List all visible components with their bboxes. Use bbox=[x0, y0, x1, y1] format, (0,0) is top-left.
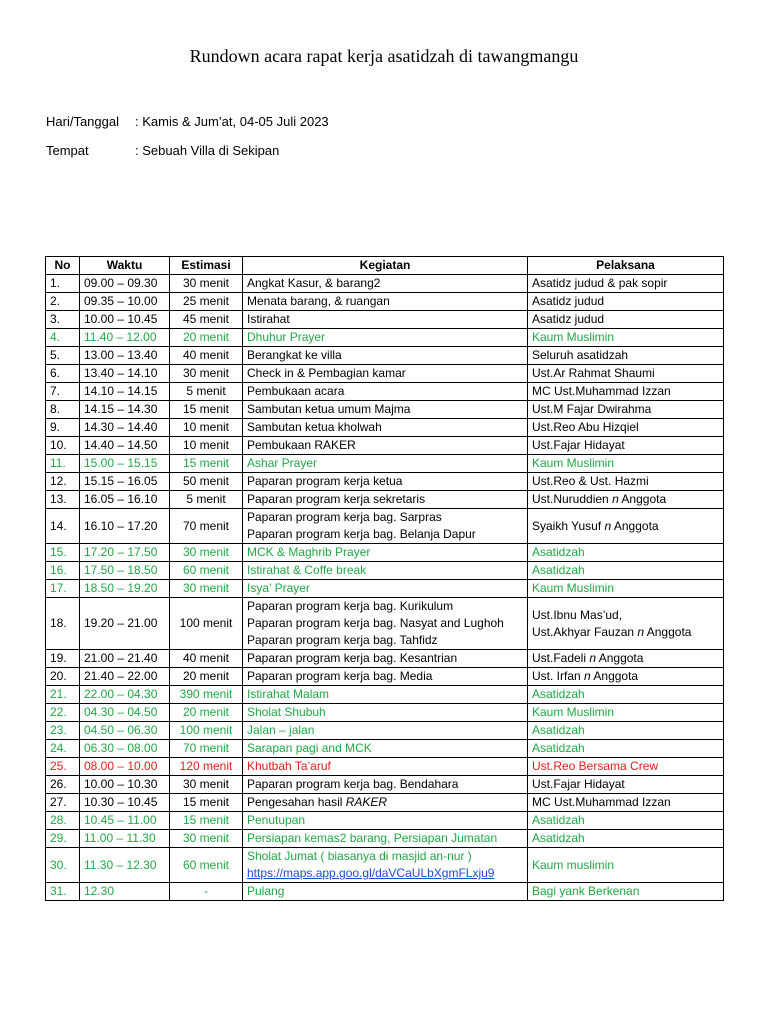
cell-no: 13. bbox=[46, 491, 80, 509]
table-row bbox=[46, 598, 724, 650]
cell-kegiatan-line: Menata barang, & ruangan bbox=[247, 294, 390, 308]
cell-pelaksana bbox=[528, 329, 724, 347]
cell-waktu: 10.45 – 11.00 bbox=[80, 812, 170, 830]
place-label: Tempat bbox=[46, 143, 89, 158]
cell-kegiatan-line: Istirahat Malam bbox=[247, 687, 330, 701]
cell-pelaksana-line: Asatidzah bbox=[532, 723, 585, 737]
cell-waktu: 09.00 – 09.30 bbox=[80, 275, 170, 293]
cell-no: 30. bbox=[46, 848, 80, 883]
cell-pelaksana-line: Ust.Akhyar Fauzan n Anggota bbox=[532, 624, 692, 639]
cell-pelaksana bbox=[528, 473, 724, 491]
cell-waktu: 13.00 – 13.40 bbox=[80, 347, 170, 365]
maps-link[interactable]: https://maps.app.goo.gl/daVCaULbXgmFLxju9 bbox=[247, 866, 495, 880]
cell-kegiatan bbox=[243, 812, 528, 830]
cell-pelaksana-line: Asatidzah bbox=[532, 831, 585, 845]
cell-kegiatan bbox=[243, 544, 528, 562]
cell-pelaksana-line: Asatidzah bbox=[532, 563, 585, 577]
cell-estimasi: 20 menit bbox=[170, 329, 243, 347]
cell-pelaksana bbox=[528, 650, 724, 668]
cell-estimasi: 10 menit bbox=[170, 437, 243, 455]
table-row bbox=[46, 473, 724, 491]
cell-pelaksana bbox=[528, 794, 724, 812]
cell-kegiatan-line: Sambutan ketua umum Majma bbox=[247, 402, 411, 416]
cell-no: 18. bbox=[46, 598, 80, 650]
cell-pelaksana-line: Kaum Muslimin bbox=[532, 705, 615, 719]
cell-kegiatan-line: Paparan program kerja bag. Bendahara bbox=[247, 777, 459, 791]
cell-kegiatan bbox=[243, 437, 528, 455]
cell-pelaksana-line: Ust.Ar Rahmat Shaumi bbox=[532, 366, 655, 380]
cell-pelaksana bbox=[528, 722, 724, 740]
cell-kegiatan bbox=[243, 455, 528, 473]
cell-estimasi: 30 menit bbox=[170, 275, 243, 293]
cell-pelaksana-line: Asatidzah bbox=[532, 813, 585, 827]
cell-kegiatan bbox=[243, 419, 528, 437]
cell-pelaksana-line: Ust.Fadeli n Anggota bbox=[532, 651, 644, 665]
table-row bbox=[46, 419, 724, 437]
cell-pelaksana-line: Ust.M Fajar Dwirahma bbox=[532, 402, 652, 416]
table-row bbox=[46, 883, 724, 901]
cell-pelaksana-line: Asatidzah bbox=[532, 741, 585, 755]
place-row bbox=[46, 143, 279, 158]
cell-pelaksana bbox=[528, 598, 724, 650]
cell-waktu: 15.15 – 16.05 bbox=[80, 473, 170, 491]
cell-pelaksana bbox=[528, 812, 724, 830]
cell-no: 11. bbox=[46, 455, 80, 473]
cell-pelaksana bbox=[528, 419, 724, 437]
cell-no: 23. bbox=[46, 722, 80, 740]
cell-pelaksana-line: Ust.Ibnu Mas’ud, bbox=[532, 607, 623, 622]
table-row bbox=[46, 650, 724, 668]
table-row bbox=[46, 311, 724, 329]
cell-kegiatan bbox=[243, 562, 528, 580]
cell-no: 5. bbox=[46, 347, 80, 365]
cell-kegiatan bbox=[243, 740, 528, 758]
table-row bbox=[46, 758, 724, 776]
cell-waktu: 17.20 – 17.50 bbox=[80, 544, 170, 562]
cell-waktu: 15.00 – 15.15 bbox=[80, 455, 170, 473]
cell-no: 14. bbox=[46, 509, 80, 544]
cell-kegiatan bbox=[243, 491, 528, 509]
cell-kegiatan-line: Paparan program kerja bag. Kurikulum bbox=[247, 599, 454, 613]
cell-estimasi: 40 menit bbox=[170, 347, 243, 365]
cell-pelaksana-line: Kaum muslimin bbox=[532, 857, 615, 872]
cell-pelaksana bbox=[528, 830, 724, 848]
table-row bbox=[46, 401, 724, 419]
cell-pelaksana-line: Kaum Muslimin bbox=[532, 330, 615, 344]
cell-waktu: 16.10 – 17.20 bbox=[80, 509, 170, 544]
cell-kegiatan-line: Sarapan pagi and MCK bbox=[247, 741, 372, 755]
cell-waktu: 21.40 – 22.00 bbox=[80, 668, 170, 686]
cell-kegiatan bbox=[243, 275, 528, 293]
cell-no: 19. bbox=[46, 650, 80, 668]
cell-kegiatan bbox=[243, 686, 528, 704]
table-row bbox=[46, 740, 724, 758]
table-row bbox=[46, 722, 724, 740]
cell-kegiatan-line: Penutupan bbox=[247, 813, 306, 827]
cell-pelaksana-line: Ust.Reo Abu Hizqiel bbox=[532, 420, 639, 434]
cell-waktu: 10.00 – 10.30 bbox=[80, 776, 170, 794]
cell-estimasi: 15 menit bbox=[170, 794, 243, 812]
cell-kegiatan bbox=[243, 383, 528, 401]
cell-no: 8. bbox=[46, 401, 80, 419]
cell-waktu: 14.40 – 14.50 bbox=[80, 437, 170, 455]
table-header-row bbox=[46, 257, 724, 275]
cell-waktu: 10.30 – 10.45 bbox=[80, 794, 170, 812]
cell-pelaksana bbox=[528, 383, 724, 401]
header-no: No bbox=[46, 257, 80, 275]
cell-estimasi: 70 menit bbox=[170, 509, 243, 544]
cell-no: 25. bbox=[46, 758, 80, 776]
header-estimasi: Estimasi bbox=[170, 257, 243, 275]
cell-kegiatan-line: Check in & Pembagian kamar bbox=[247, 366, 406, 380]
document-title: Rundown acara rapat kerja asatidzah di tawangmangu bbox=[189, 46, 579, 66]
table-row bbox=[46, 668, 724, 686]
cell-no: 26. bbox=[46, 776, 80, 794]
cell-estimasi: 30 menit bbox=[170, 776, 243, 794]
cell-pelaksana bbox=[528, 437, 724, 455]
cell-waktu: 10.00 – 10.45 bbox=[80, 311, 170, 329]
cell-kegiatan-line: Pembukaan acara bbox=[247, 384, 345, 398]
cell-kegiatan-line: Paparan program kerja sekretaris bbox=[247, 492, 426, 506]
cell-kegiatan-line: Isya’ Prayer bbox=[247, 581, 310, 595]
cell-kegiatan bbox=[243, 365, 528, 383]
cell-waktu: 18.50 – 19.20 bbox=[80, 580, 170, 598]
cell-estimasi: 30 menit bbox=[170, 830, 243, 848]
cell-kegiatan-line: Istirahat & Coffe break bbox=[247, 563, 367, 577]
cell-pelaksana-line: Bagi yank Berkenan bbox=[532, 884, 640, 898]
cell-kegiatan-line: Sholat Jumat ( biasanya di masjid an-nur ) bbox=[247, 849, 472, 863]
cell-kegiatan bbox=[243, 650, 528, 668]
cell-pelaksana bbox=[528, 758, 724, 776]
cell-pelaksana-line: Asatidz judud bbox=[532, 312, 605, 326]
cell-pelaksana-line: Asatidz judud & pak sopir bbox=[532, 276, 668, 290]
cell-waktu: 09.35 – 10.00 bbox=[80, 293, 170, 311]
cell-pelaksana bbox=[528, 311, 724, 329]
cell-pelaksana-line: Seluruh asatidzah bbox=[532, 348, 629, 362]
cell-waktu: 11.30 – 12.30 bbox=[80, 848, 170, 883]
table-row bbox=[46, 329, 724, 347]
cell-kegiatan bbox=[243, 668, 528, 686]
cell-kegiatan bbox=[243, 329, 528, 347]
cell-kegiatan-line: Paparan program kerja bag. Nasyat and Lughoh bbox=[247, 616, 504, 630]
table-row bbox=[46, 491, 724, 509]
place-value: : Sebuah Villa di Sekipan bbox=[135, 143, 280, 158]
cell-estimasi: 10 menit bbox=[170, 419, 243, 437]
cell-kegiatan bbox=[243, 311, 528, 329]
cell-no: 16. bbox=[46, 562, 80, 580]
cell-waktu: 19.20 – 21.00 bbox=[80, 598, 170, 650]
rundown-table bbox=[45, 256, 724, 901]
cell-pelaksana bbox=[528, 686, 724, 704]
cell-kegiatan bbox=[243, 704, 528, 722]
cell-pelaksana-line: Ust. Irfan n Anggota bbox=[532, 669, 639, 683]
cell-no: 28. bbox=[46, 812, 80, 830]
cell-pelaksana bbox=[528, 704, 724, 722]
cell-pelaksana bbox=[528, 562, 724, 580]
cell-no: 1. bbox=[46, 275, 80, 293]
table-row bbox=[46, 848, 724, 883]
date-value: : Kamis & Jum’at, 04-05 Juli 2023 bbox=[135, 114, 329, 129]
cell-waktu: 14.15 – 14.30 bbox=[80, 401, 170, 419]
cell-estimasi: 50 menit bbox=[170, 473, 243, 491]
cell-pelaksana bbox=[528, 347, 724, 365]
cell-pelaksana-line: Syaikh Yusuf n Anggota bbox=[532, 518, 659, 533]
cell-estimasi: 25 menit bbox=[170, 293, 243, 311]
cell-kegiatan-line: Ashar Prayer bbox=[247, 456, 318, 470]
cell-pelaksana bbox=[528, 544, 724, 562]
table-row bbox=[46, 562, 724, 580]
cell-kegiatan-line: Dhuhur Prayer bbox=[247, 330, 326, 344]
cell-kegiatan-line: Angkat Kasur, & barang2 bbox=[247, 276, 381, 290]
cell-estimasi: 30 menit bbox=[170, 544, 243, 562]
cell-pelaksana-line: MC Ust.Muhammad Izzan bbox=[532, 795, 671, 809]
cell-kegiatan-line: Berangkat ke villa bbox=[247, 348, 342, 362]
cell-no: 4. bbox=[46, 329, 80, 347]
table-row bbox=[46, 365, 724, 383]
cell-kegiatan-line: Istirahat bbox=[247, 312, 290, 326]
cell-estimasi: 15 menit bbox=[170, 812, 243, 830]
cell-waktu: 11.00 – 11.30 bbox=[80, 830, 170, 848]
cell-waktu: 06.30 – 08.00 bbox=[80, 740, 170, 758]
cell-kegiatan-line: Paparan program kerja bag. Media bbox=[247, 669, 433, 683]
cell-pelaksana-line: Kaum Muslimin bbox=[532, 581, 615, 595]
cell-kegiatan-line: Khutbah Ta’aruf bbox=[247, 759, 331, 773]
cell-kegiatan bbox=[243, 794, 528, 812]
table-row bbox=[46, 437, 724, 455]
table-row bbox=[46, 794, 724, 812]
cell-kegiatan-line: Jalan – jalan bbox=[247, 723, 315, 737]
cell-estimasi: 15 menit bbox=[170, 455, 243, 473]
table-row bbox=[46, 347, 724, 365]
date-row bbox=[46, 114, 329, 129]
cell-kegiatan bbox=[243, 848, 528, 883]
cell-pelaksana bbox=[528, 776, 724, 794]
cell-kegiatan-line: Sholat Shubuh bbox=[247, 705, 326, 719]
cell-estimasi: 45 menit bbox=[170, 311, 243, 329]
cell-pelaksana-line: Asatidz judud bbox=[532, 294, 605, 308]
cell-kegiatan-line: Paparan program kerja bag. Belanja Dapur bbox=[247, 527, 476, 541]
cell-waktu: 11.40 – 12.00 bbox=[80, 329, 170, 347]
cell-pelaksana bbox=[528, 275, 724, 293]
table-row bbox=[46, 686, 724, 704]
cell-pelaksana bbox=[528, 491, 724, 509]
cell-waktu: 16.05 – 16.10 bbox=[80, 491, 170, 509]
cell-kegiatan-line: Pulang bbox=[247, 884, 285, 898]
cell-kegiatan bbox=[243, 293, 528, 311]
table-row bbox=[46, 776, 724, 794]
cell-estimasi: 40 menit bbox=[170, 650, 243, 668]
cell-pelaksana bbox=[528, 401, 724, 419]
cell-kegiatan-line: Pembukaan RAKER bbox=[247, 438, 356, 452]
cell-no: 29. bbox=[46, 830, 80, 848]
cell-kegiatan-line: Sambutan ketua kholwah bbox=[247, 420, 382, 434]
cell-waktu: 08.00 – 10.00 bbox=[80, 758, 170, 776]
cell-pelaksana bbox=[528, 455, 724, 473]
cell-kegiatan-line: MCK & Maghrib Prayer bbox=[247, 545, 371, 559]
cell-no: 12. bbox=[46, 473, 80, 491]
table-row bbox=[46, 544, 724, 562]
cell-estimasi: 20 menit bbox=[170, 704, 243, 722]
cell-waktu: 21.00 – 21.40 bbox=[80, 650, 170, 668]
cell-no: 3. bbox=[46, 311, 80, 329]
cell-no: 9. bbox=[46, 419, 80, 437]
cell-no: 10. bbox=[46, 437, 80, 455]
cell-estimasi: 60 menit bbox=[170, 848, 243, 883]
cell-kegiatan bbox=[243, 598, 528, 650]
cell-no: 20. bbox=[46, 668, 80, 686]
table-row bbox=[46, 509, 724, 544]
cell-estimasi: 60 menit bbox=[170, 562, 243, 580]
cell-waktu: 14.10 – 14.15 bbox=[80, 383, 170, 401]
cell-estimasi: 5 menit bbox=[170, 491, 243, 509]
cell-pelaksana-line: Ust.Nuruddien n Anggota bbox=[532, 492, 667, 506]
cell-kegiatan bbox=[243, 401, 528, 419]
cell-kegiatan bbox=[243, 580, 528, 598]
cell-estimasi: 30 menit bbox=[170, 580, 243, 598]
cell-kegiatan bbox=[243, 776, 528, 794]
cell-kegiatan bbox=[243, 722, 528, 740]
table-row bbox=[46, 830, 724, 848]
cell-kegiatan-line: Paparan program kerja bag. Tahfidz bbox=[247, 633, 438, 647]
cell-no: 6. bbox=[46, 365, 80, 383]
table-row bbox=[46, 580, 724, 598]
cell-pelaksana-line: Kaum Muslimin bbox=[532, 456, 615, 470]
cell-kegiatan bbox=[243, 473, 528, 491]
cell-kegiatan-line: Persiapan kemas2 barang, Persiapan Jumatan bbox=[247, 831, 498, 845]
cell-kegiatan bbox=[243, 509, 528, 544]
cell-pelaksana-line: Ust.Fajar Hidayat bbox=[532, 777, 625, 791]
cell-no: 21. bbox=[46, 686, 80, 704]
cell-kegiatan-line: Paparan program kerja bag. Kesantrian bbox=[247, 651, 458, 665]
cell-kegiatan bbox=[243, 830, 528, 848]
cell-no: 7. bbox=[46, 383, 80, 401]
cell-waktu: 04.50 – 06.30 bbox=[80, 722, 170, 740]
cell-pelaksana-line: MC Ust.Muhammad Izzan bbox=[532, 384, 671, 398]
date-label: Hari/Tanggal bbox=[46, 114, 119, 129]
cell-pelaksana-line: Ust.Reo & Ust. Hazmi bbox=[532, 474, 649, 488]
cell-pelaksana bbox=[528, 365, 724, 383]
cell-estimasi: - bbox=[170, 883, 243, 901]
cell-no: 31. bbox=[46, 883, 80, 901]
cell-no: 24. bbox=[46, 740, 80, 758]
cell-waktu: 17.50 – 18.50 bbox=[80, 562, 170, 580]
cell-estimasi: 5 menit bbox=[170, 383, 243, 401]
cell-estimasi: 100 menit bbox=[170, 598, 243, 650]
cell-pelaksana bbox=[528, 509, 724, 544]
cell-pelaksana-line: Asatidzah bbox=[532, 545, 585, 559]
cell-kegiatan bbox=[243, 758, 528, 776]
cell-pelaksana bbox=[528, 668, 724, 686]
cell-estimasi: 15 menit bbox=[170, 401, 243, 419]
cell-no: 15. bbox=[46, 544, 80, 562]
table-row bbox=[46, 812, 724, 830]
cell-pelaksana bbox=[528, 848, 724, 883]
cell-pelaksana bbox=[528, 293, 724, 311]
cell-pelaksana bbox=[528, 580, 724, 598]
cell-waktu: 12.30 bbox=[80, 883, 170, 901]
cell-waktu: 22.00 – 04.30 bbox=[80, 686, 170, 704]
cell-pelaksana-line: Asatidzah bbox=[532, 687, 585, 701]
cell-kegiatan bbox=[243, 347, 528, 365]
cell-pelaksana-line: Ust.Fajar Hidayat bbox=[532, 438, 625, 452]
cell-pelaksana bbox=[528, 740, 724, 758]
cell-kegiatan-line: Paparan program kerja ketua bbox=[247, 474, 403, 488]
cell-pelaksana bbox=[528, 883, 724, 901]
cell-no: 22. bbox=[46, 704, 80, 722]
table-row bbox=[46, 455, 724, 473]
cell-waktu: 14.30 – 14.40 bbox=[80, 419, 170, 437]
header-waktu: Waktu bbox=[80, 257, 170, 275]
table-row bbox=[46, 275, 724, 293]
cell-estimasi: 100 menit bbox=[170, 722, 243, 740]
cell-kegiatan bbox=[243, 883, 528, 901]
cell-kegiatan-line: Paparan program kerja bag. Sarpras bbox=[247, 510, 442, 524]
cell-no: 27. bbox=[46, 794, 80, 812]
header-kegiatan: Kegiatan bbox=[243, 257, 528, 275]
cell-waktu: 04.30 – 04.50 bbox=[80, 704, 170, 722]
cell-kegiatan-line: Pengesahan hasil RAKER bbox=[247, 795, 388, 809]
cell-no: 17. bbox=[46, 580, 80, 598]
cell-estimasi: 390 menit bbox=[170, 686, 243, 704]
table-row bbox=[46, 293, 724, 311]
cell-estimasi: 120 menit bbox=[170, 758, 243, 776]
header-pelaksana: Pelaksana bbox=[528, 257, 724, 275]
table-row bbox=[46, 704, 724, 722]
cell-waktu: 13.40 – 14.10 bbox=[80, 365, 170, 383]
cell-estimasi: 70 menit bbox=[170, 740, 243, 758]
table-row bbox=[46, 383, 724, 401]
cell-pelaksana-line: Ust.Reo Bersama Crew bbox=[532, 759, 659, 773]
cell-estimasi: 30 menit bbox=[170, 365, 243, 383]
cell-no: 2. bbox=[46, 293, 80, 311]
cell-estimasi: 20 menit bbox=[170, 668, 243, 686]
